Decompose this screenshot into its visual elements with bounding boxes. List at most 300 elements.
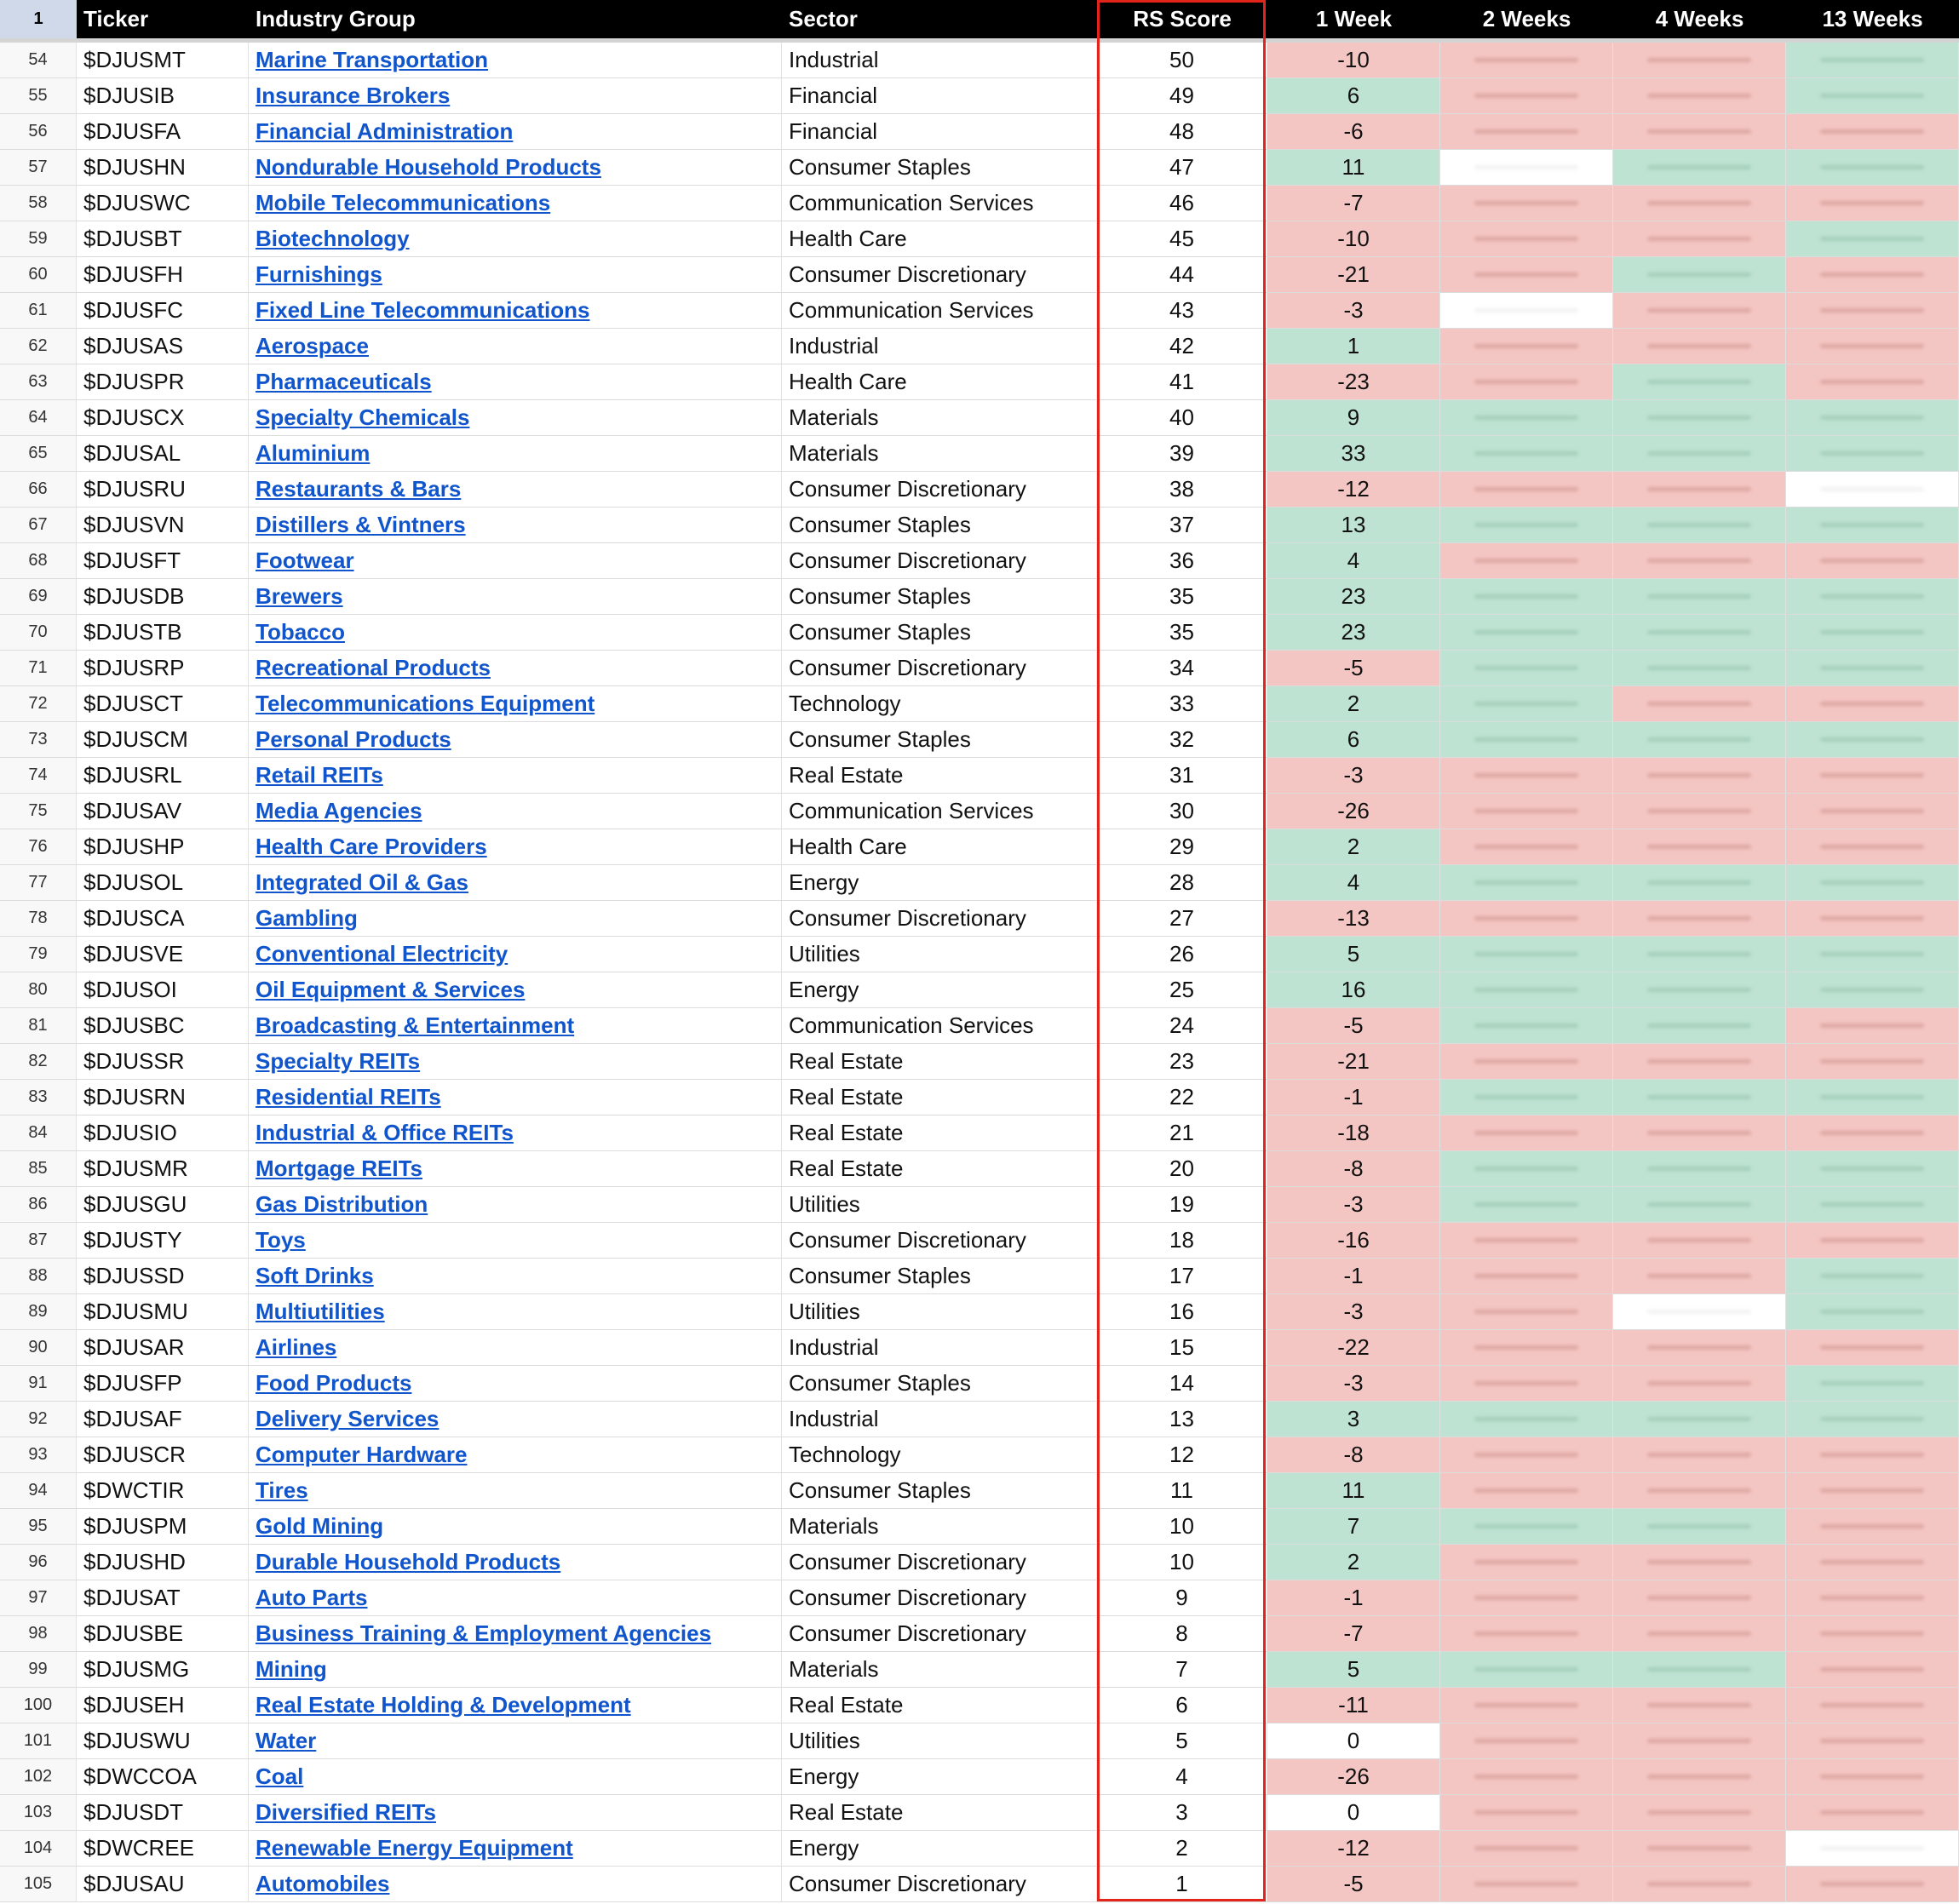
week-13-cell-blurred[interactable] xyxy=(1786,329,1959,364)
week-4-cell-blurred[interactable] xyxy=(1613,972,1786,1007)
ticker-cell[interactable]: $DJUSIO xyxy=(77,1115,249,1150)
industry-group-cell[interactable] xyxy=(249,829,782,864)
sector-cell[interactable]: Materials xyxy=(782,1652,1097,1687)
industry-group-cell[interactable] xyxy=(249,1759,782,1794)
week-1-cell[interactable]: 9 xyxy=(1267,400,1440,435)
ticker-cell[interactable]: $DJUSTB xyxy=(77,615,249,650)
rs-score-cell[interactable]: 12 xyxy=(1097,1437,1267,1472)
week-2-cell-blurred[interactable] xyxy=(1440,794,1613,829)
week-13-cell-blurred[interactable] xyxy=(1786,758,1959,793)
column-header-2-weeks[interactable]: 2 Weeks xyxy=(1482,6,1571,32)
sector-cell[interactable]: Energy xyxy=(782,972,1097,1007)
sector-cell[interactable]: Utilities xyxy=(782,1187,1097,1222)
week-1-cell[interactable]: -21 xyxy=(1267,1044,1440,1079)
week-1-cell[interactable]: 6 xyxy=(1267,78,1440,113)
ticker-cell[interactable]: $DJUSFT xyxy=(77,543,249,578)
sector-cell[interactable]: Real Estate xyxy=(782,1151,1097,1186)
week-1-cell[interactable]: -26 xyxy=(1267,794,1440,829)
sector-cell[interactable]: Real Estate xyxy=(782,1044,1097,1079)
row-number[interactable]: 70 xyxy=(0,615,77,650)
week-2-cell-blurred[interactable] xyxy=(1440,722,1613,757)
industry-group-cell[interactable] xyxy=(249,1545,782,1580)
ticker-cell[interactable]: $DJUSSD xyxy=(77,1259,249,1293)
rs-score-cell[interactable]: 14 xyxy=(1097,1366,1267,1401)
week-1-cell[interactable]: 7 xyxy=(1267,1509,1440,1544)
week-4-cell-blurred[interactable] xyxy=(1613,1402,1786,1437)
week-13-cell-blurred[interactable] xyxy=(1786,1795,1959,1830)
ticker-cell[interactable]: $DJUSRL xyxy=(77,758,249,793)
rs-score-cell[interactable]: 9 xyxy=(1097,1580,1267,1615)
industry-group-cell[interactable] xyxy=(249,150,782,185)
column-header-13-weeks[interactable]: 13 Weeks xyxy=(1822,6,1923,32)
rs-score-cell[interactable]: 1 xyxy=(1097,1867,1267,1901)
industry-group-cell[interactable] xyxy=(249,1151,782,1186)
week-13-cell-blurred[interactable] xyxy=(1786,293,1959,328)
week-13-cell-blurred[interactable] xyxy=(1786,364,1959,399)
ticker-cell[interactable]: $DJUSVE xyxy=(77,937,249,972)
week-13-cell-blurred[interactable] xyxy=(1786,1008,1959,1043)
ticker-cell[interactable]: $DJUSPR xyxy=(77,364,249,399)
week-13-cell-blurred[interactable] xyxy=(1786,1580,1959,1615)
ticker-cell[interactable]: $DJUSAV xyxy=(77,794,249,829)
rs-score-cell[interactable]: 37 xyxy=(1097,508,1267,542)
week-1-cell[interactable]: -1 xyxy=(1267,1580,1440,1615)
industry-group-cell[interactable] xyxy=(249,1580,782,1615)
week-13-cell-blurred[interactable] xyxy=(1786,901,1959,936)
table-row[interactable] xyxy=(0,186,1959,221)
row-number[interactable]: 92 xyxy=(0,1402,77,1437)
week-1-cell[interactable]: -26 xyxy=(1267,1759,1440,1794)
week-2-cell-blurred[interactable] xyxy=(1440,221,1613,256)
row-number[interactable]: 69 xyxy=(0,579,77,614)
industry-group-cell[interactable] xyxy=(249,78,782,113)
sector-cell[interactable]: Consumer Discretionary xyxy=(782,1545,1097,1580)
rs-score-cell[interactable]: 50 xyxy=(1097,43,1267,77)
table-row[interactable] xyxy=(0,1044,1959,1080)
week-4-cell-blurred[interactable] xyxy=(1613,865,1786,900)
week-1-cell[interactable]: -3 xyxy=(1267,1187,1440,1222)
week-4-cell-blurred[interactable] xyxy=(1613,1652,1786,1687)
week-4-cell-blurred[interactable] xyxy=(1613,1831,1786,1866)
industry-group-link[interactable]: Real Estate Holding & Development xyxy=(256,1692,631,1718)
week-2-cell-blurred[interactable] xyxy=(1440,615,1613,650)
week-2-cell-blurred[interactable] xyxy=(1440,1402,1613,1437)
table-row[interactable] xyxy=(0,1187,1959,1223)
table-row[interactable] xyxy=(0,1366,1959,1402)
week-1-cell[interactable]: 2 xyxy=(1267,1545,1440,1580)
industry-group-link[interactable]: Mobile Telecommunications xyxy=(256,190,551,215)
industry-group-cell[interactable] xyxy=(249,1831,782,1866)
industry-group-cell[interactable] xyxy=(249,1867,782,1901)
week-1-cell[interactable]: 0 xyxy=(1267,1723,1440,1758)
table-row[interactable] xyxy=(0,901,1959,937)
ticker-cell[interactable]: $DJUSCX xyxy=(77,400,249,435)
sector-cell[interactable]: Consumer Discretionary xyxy=(782,257,1097,292)
week-4-cell-blurred[interactable] xyxy=(1613,150,1786,185)
industry-group-link[interactable]: Insurance Brokers xyxy=(256,83,451,108)
industry-group-link[interactable]: Recreational Products xyxy=(256,655,491,680)
week-4-cell-blurred[interactable] xyxy=(1613,1580,1786,1615)
ticker-cell[interactable]: $DJUSCA xyxy=(77,901,249,936)
row-number[interactable]: 72 xyxy=(0,686,77,721)
week-1-cell[interactable]: 11 xyxy=(1267,1473,1440,1508)
table-row[interactable] xyxy=(0,508,1959,543)
ticker-cell[interactable]: $DJUSRN xyxy=(77,1080,249,1115)
week-1-cell[interactable]: -3 xyxy=(1267,1366,1440,1401)
row-number[interactable]: 59 xyxy=(0,221,77,256)
table-row[interactable] xyxy=(0,78,1959,114)
industry-group-cell[interactable] xyxy=(249,1616,782,1651)
row-number[interactable]: 62 xyxy=(0,329,77,364)
table-row[interactable] xyxy=(0,1223,1959,1259)
rs-score-cell[interactable]: 25 xyxy=(1097,972,1267,1007)
week-1-cell[interactable]: -1 xyxy=(1267,1259,1440,1293)
week-1-cell[interactable]: 23 xyxy=(1267,615,1440,650)
rs-score-cell[interactable]: 32 xyxy=(1097,722,1267,757)
table-row[interactable] xyxy=(0,1008,1959,1044)
row-number[interactable]: 54 xyxy=(0,43,77,77)
week-13-cell-blurred[interactable] xyxy=(1786,400,1959,435)
week-2-cell-blurred[interactable] xyxy=(1440,1759,1613,1794)
industry-group-link[interactable]: Brewers xyxy=(256,583,343,609)
week-2-cell-blurred[interactable] xyxy=(1440,186,1613,221)
sector-cell[interactable]: Consumer Discretionary xyxy=(782,1867,1097,1901)
rs-score-cell[interactable]: 48 xyxy=(1097,114,1267,149)
week-4-cell-blurred[interactable] xyxy=(1613,1545,1786,1580)
table-row[interactable] xyxy=(0,1580,1959,1616)
industry-group-link[interactable]: Soft Drinks xyxy=(256,1263,374,1288)
industry-group-link[interactable]: Gas Distribution xyxy=(256,1191,428,1217)
week-13-cell-blurred[interactable] xyxy=(1786,794,1959,829)
ticker-cell[interactable]: $DJUSFA xyxy=(77,114,249,149)
week-1-cell[interactable]: -5 xyxy=(1267,1867,1440,1901)
week-2-cell-blurred[interactable] xyxy=(1440,257,1613,292)
week-13-cell-blurred[interactable] xyxy=(1786,615,1959,650)
week-2-cell-blurred[interactable] xyxy=(1440,1259,1613,1293)
ticker-cell[interactable]: $DJUSCT xyxy=(77,686,249,721)
week-4-cell-blurred[interactable] xyxy=(1613,651,1786,685)
row-number[interactable]: 103 xyxy=(0,1795,77,1830)
week-13-cell-blurred[interactable] xyxy=(1786,1688,1959,1723)
industry-group-cell[interactable] xyxy=(249,1330,782,1365)
sector-cell[interactable]: Consumer Discretionary xyxy=(782,1616,1097,1651)
industry-group-link[interactable]: Marine Transportation xyxy=(256,47,489,72)
table-row[interactable] xyxy=(0,937,1959,972)
table-row[interactable] xyxy=(0,472,1959,508)
rs-score-cell[interactable]: 35 xyxy=(1097,615,1267,650)
row-number[interactable]: 104 xyxy=(0,1831,77,1866)
industry-group-link[interactable]: Tires xyxy=(256,1477,308,1503)
week-2-cell-blurred[interactable] xyxy=(1440,43,1613,77)
week-13-cell-blurred[interactable] xyxy=(1786,972,1959,1007)
week-4-cell-blurred[interactable] xyxy=(1613,1259,1786,1293)
column-header-4-weeks[interactable]: 4 Weeks xyxy=(1655,6,1744,32)
table-row[interactable] xyxy=(0,794,1959,829)
table-row[interactable] xyxy=(0,1867,1959,1902)
sector-cell[interactable]: Consumer Discretionary xyxy=(782,901,1097,936)
week-4-cell-blurred[interactable] xyxy=(1613,1223,1786,1258)
rs-score-cell[interactable]: 15 xyxy=(1097,1330,1267,1365)
industry-group-cell[interactable] xyxy=(249,43,782,77)
week-2-cell-blurred[interactable] xyxy=(1440,1080,1613,1115)
industry-group-link[interactable]: Business Training & Employment Agencies xyxy=(256,1620,712,1646)
sector-cell[interactable]: Technology xyxy=(782,686,1097,721)
week-1-cell[interactable]: 4 xyxy=(1267,543,1440,578)
rs-score-cell[interactable]: 42 xyxy=(1097,329,1267,364)
industry-group-cell[interactable] xyxy=(249,758,782,793)
industry-group-cell[interactable] xyxy=(249,508,782,542)
industry-group-link[interactable]: Personal Products xyxy=(256,726,451,752)
table-row[interactable] xyxy=(0,1545,1959,1580)
ticker-cell[interactable]: $DJUSAF xyxy=(77,1402,249,1437)
week-1-cell[interactable]: 6 xyxy=(1267,722,1440,757)
table-row[interactable] xyxy=(0,1437,1959,1473)
week-4-cell-blurred[interactable] xyxy=(1613,1008,1786,1043)
sector-cell[interactable]: Communication Services xyxy=(782,186,1097,221)
industry-group-cell[interactable] xyxy=(249,364,782,399)
week-1-cell[interactable]: -3 xyxy=(1267,758,1440,793)
row-number[interactable]: 89 xyxy=(0,1294,77,1329)
rs-score-cell[interactable]: 10 xyxy=(1097,1509,1267,1544)
industry-group-cell[interactable] xyxy=(249,865,782,900)
week-13-cell-blurred[interactable] xyxy=(1786,651,1959,685)
week-13-cell-blurred[interactable] xyxy=(1786,78,1959,113)
week-4-cell-blurred[interactable] xyxy=(1613,43,1786,77)
week-4-cell-blurred[interactable] xyxy=(1613,1437,1786,1472)
week-4-cell-blurred[interactable] xyxy=(1613,1723,1786,1758)
rs-score-cell[interactable]: 34 xyxy=(1097,651,1267,685)
row-number[interactable]: 60 xyxy=(0,257,77,292)
week-4-cell-blurred[interactable] xyxy=(1613,543,1786,578)
ticker-cell[interactable]: $DJUSVN xyxy=(77,508,249,542)
table-row[interactable] xyxy=(0,722,1959,758)
industry-group-cell[interactable] xyxy=(249,1187,782,1222)
ticker-cell[interactable]: $DJUSOL xyxy=(77,865,249,900)
row-number[interactable]: 95 xyxy=(0,1509,77,1544)
week-4-cell-blurred[interactable] xyxy=(1613,758,1786,793)
industry-group-cell[interactable] xyxy=(249,329,782,364)
week-13-cell-blurred[interactable] xyxy=(1786,43,1959,77)
rs-score-cell[interactable]: 17 xyxy=(1097,1259,1267,1293)
week-4-cell-blurred[interactable] xyxy=(1613,78,1786,113)
sector-cell[interactable]: Communication Services xyxy=(782,293,1097,328)
sector-cell[interactable]: Consumer Discretionary xyxy=(782,1580,1097,1615)
week-4-cell-blurred[interactable] xyxy=(1613,1759,1786,1794)
week-4-cell-blurred[interactable] xyxy=(1613,1330,1786,1365)
ticker-cell[interactable]: $DJUSAS xyxy=(77,329,249,364)
week-2-cell-blurred[interactable] xyxy=(1440,865,1613,900)
industry-group-link[interactable]: Aluminium xyxy=(256,440,371,466)
week-4-cell-blurred[interactable] xyxy=(1613,579,1786,614)
week-2-cell-blurred[interactable] xyxy=(1440,829,1613,864)
table-row[interactable] xyxy=(0,1795,1959,1831)
column-header-1-week[interactable]: 1 Week xyxy=(1315,6,1393,32)
industry-group-link[interactable]: Mortgage REITs xyxy=(256,1156,422,1181)
rs-score-cell[interactable]: 2 xyxy=(1097,1831,1267,1866)
row-number[interactable]: 87 xyxy=(0,1223,77,1258)
table-row[interactable] xyxy=(0,221,1959,257)
week-2-cell-blurred[interactable] xyxy=(1440,1831,1613,1866)
industry-group-link[interactable]: Footwear xyxy=(256,548,354,573)
table-row[interactable] xyxy=(0,758,1959,794)
rs-score-cell[interactable]: 24 xyxy=(1097,1008,1267,1043)
row-number[interactable]: 77 xyxy=(0,865,77,900)
sector-cell[interactable]: Consumer Staples xyxy=(782,150,1097,185)
industry-group-link[interactable]: Multiutilities xyxy=(256,1299,385,1324)
week-4-cell-blurred[interactable] xyxy=(1613,508,1786,542)
sector-cell[interactable]: Industrial xyxy=(782,1402,1097,1437)
week-2-cell-blurred[interactable] xyxy=(1440,1723,1613,1758)
week-4-cell-blurred[interactable] xyxy=(1613,1366,1786,1401)
week-2-cell-blurred[interactable] xyxy=(1440,1688,1613,1723)
row-number[interactable]: 101 xyxy=(0,1723,77,1758)
table-row[interactable] xyxy=(0,829,1959,865)
rs-score-cell[interactable]: 13 xyxy=(1097,1402,1267,1437)
week-13-cell-blurred[interactable] xyxy=(1786,1652,1959,1687)
ticker-cell[interactable]: $DJUSBC xyxy=(77,1008,249,1043)
week-4-cell-blurred[interactable] xyxy=(1613,293,1786,328)
week-4-cell-blurred[interactable] xyxy=(1613,186,1786,221)
week-2-cell-blurred[interactable] xyxy=(1440,1473,1613,1508)
week-1-cell[interactable]: -3 xyxy=(1267,293,1440,328)
week-13-cell-blurred[interactable] xyxy=(1786,1151,1959,1186)
ticker-cell[interactable]: $DJUSMG xyxy=(77,1652,249,1687)
table-row[interactable] xyxy=(0,1723,1959,1759)
table-row[interactable] xyxy=(0,1151,1959,1187)
week-4-cell-blurred[interactable] xyxy=(1613,364,1786,399)
sector-cell[interactable]: Communication Services xyxy=(782,1008,1097,1043)
week-1-cell[interactable]: 5 xyxy=(1267,1652,1440,1687)
industry-group-link[interactable]: Toys xyxy=(256,1227,306,1253)
rs-score-cell[interactable]: 18 xyxy=(1097,1223,1267,1258)
table-row[interactable] xyxy=(0,400,1959,436)
row-number[interactable]: 82 xyxy=(0,1044,77,1079)
week-13-cell-blurred[interactable] xyxy=(1786,1223,1959,1258)
week-4-cell-blurred[interactable] xyxy=(1613,1795,1786,1830)
ticker-cell[interactable]: $DJUSPM xyxy=(77,1509,249,1544)
week-4-cell-blurred[interactable] xyxy=(1613,722,1786,757)
week-13-cell-blurred[interactable] xyxy=(1786,1080,1959,1115)
week-4-cell-blurred[interactable] xyxy=(1613,794,1786,829)
week-1-cell[interactable]: 0 xyxy=(1267,1795,1440,1830)
rs-score-cell[interactable]: 10 xyxy=(1097,1545,1267,1580)
week-4-cell-blurred[interactable] xyxy=(1613,400,1786,435)
week-13-cell-blurred[interactable] xyxy=(1786,937,1959,972)
industry-group-link[interactable]: Integrated Oil & Gas xyxy=(256,869,468,895)
week-13-cell-blurred[interactable] xyxy=(1786,865,1959,900)
rs-score-cell[interactable]: 35 xyxy=(1097,579,1267,614)
row-number[interactable]: 93 xyxy=(0,1437,77,1472)
week-13-cell-blurred[interactable] xyxy=(1786,1831,1959,1866)
sector-cell[interactable]: Materials xyxy=(782,1509,1097,1544)
industry-group-link[interactable]: Nondurable Household Products xyxy=(256,154,601,180)
table-row[interactable] xyxy=(0,1402,1959,1437)
industry-group-cell[interactable] xyxy=(249,972,782,1007)
industry-group-cell[interactable] xyxy=(249,1223,782,1258)
industry-group-link[interactable]: Specialty REITs xyxy=(256,1048,421,1074)
week-1-cell[interactable]: 2 xyxy=(1267,829,1440,864)
sector-cell[interactable]: Real Estate xyxy=(782,1080,1097,1115)
week-13-cell-blurred[interactable] xyxy=(1786,829,1959,864)
week-4-cell-blurred[interactable] xyxy=(1613,1151,1786,1186)
sector-cell[interactable]: Industrial xyxy=(782,1330,1097,1365)
week-2-cell-blurred[interactable] xyxy=(1440,114,1613,149)
week-2-cell-blurred[interactable] xyxy=(1440,686,1613,721)
rs-score-cell[interactable]: 19 xyxy=(1097,1187,1267,1222)
industry-group-link[interactable]: Telecommunications Equipment xyxy=(256,691,595,716)
week-1-cell[interactable]: -7 xyxy=(1267,186,1440,221)
sector-cell[interactable]: Real Estate xyxy=(782,1795,1097,1830)
week-1-cell[interactable]: 4 xyxy=(1267,865,1440,900)
column-header-rs-score[interactable]: RS Score xyxy=(1133,6,1232,32)
ticker-cell[interactable]: $DJUSSR xyxy=(77,1044,249,1079)
industry-group-cell[interactable] xyxy=(249,1437,782,1472)
industry-group-link[interactable]: Health Care Providers xyxy=(256,834,487,859)
table-row[interactable] xyxy=(0,579,1959,615)
rs-score-cell[interactable]: 22 xyxy=(1097,1080,1267,1115)
week-2-cell-blurred[interactable] xyxy=(1440,937,1613,972)
week-13-cell-blurred[interactable] xyxy=(1786,436,1959,471)
week-1-cell[interactable]: -11 xyxy=(1267,1688,1440,1723)
sector-cell[interactable]: Consumer Staples xyxy=(782,508,1097,542)
week-4-cell-blurred[interactable] xyxy=(1613,829,1786,864)
industry-group-link[interactable]: Specialty Chemicals xyxy=(256,404,470,430)
rs-score-cell[interactable]: 45 xyxy=(1097,221,1267,256)
week-1-cell[interactable]: -12 xyxy=(1267,1831,1440,1866)
week-13-cell-blurred[interactable] xyxy=(1786,1330,1959,1365)
week-13-cell-blurred[interactable] xyxy=(1786,1402,1959,1437)
row-number[interactable]: 67 xyxy=(0,508,77,542)
week-4-cell-blurred[interactable] xyxy=(1613,1294,1786,1329)
week-13-cell-blurred[interactable] xyxy=(1786,508,1959,542)
week-1-cell[interactable]: 1 xyxy=(1267,329,1440,364)
sector-cell[interactable]: Materials xyxy=(782,436,1097,471)
rs-score-cell[interactable]: 27 xyxy=(1097,901,1267,936)
rs-score-cell[interactable]: 31 xyxy=(1097,758,1267,793)
industry-group-link[interactable]: Oil Equipment & Services xyxy=(256,977,526,1002)
week-2-cell-blurred[interactable] xyxy=(1440,1795,1613,1830)
rs-score-cell[interactable]: 43 xyxy=(1097,293,1267,328)
week-1-cell[interactable]: -5 xyxy=(1267,1008,1440,1043)
ticker-cell[interactable]: $DJUSEH xyxy=(77,1688,249,1723)
week-4-cell-blurred[interactable] xyxy=(1613,615,1786,650)
industry-group-link[interactable]: Tobacco xyxy=(256,619,345,645)
sector-cell[interactable]: Industrial xyxy=(782,329,1097,364)
row-number[interactable]: 91 xyxy=(0,1366,77,1401)
week-13-cell-blurred[interactable] xyxy=(1786,1294,1959,1329)
industry-group-cell[interactable] xyxy=(249,722,782,757)
ticker-cell[interactable]: $DJUSIB xyxy=(77,78,249,113)
week-13-cell-blurred[interactable] xyxy=(1786,1259,1959,1293)
week-2-cell-blurred[interactable] xyxy=(1440,1187,1613,1222)
row-number[interactable]: 64 xyxy=(0,400,77,435)
week-1-cell[interactable]: 3 xyxy=(1267,1402,1440,1437)
industry-group-cell[interactable] xyxy=(249,901,782,936)
industry-group-link[interactable]: Conventional Electricity xyxy=(256,941,508,966)
week-2-cell-blurred[interactable] xyxy=(1440,329,1613,364)
rs-score-cell[interactable]: 16 xyxy=(1097,1294,1267,1329)
row-number[interactable]: 90 xyxy=(0,1330,77,1365)
week-2-cell-blurred[interactable] xyxy=(1440,1616,1613,1651)
column-header-industry-group[interactable]: Industry Group xyxy=(256,6,416,32)
row-number[interactable]: 73 xyxy=(0,722,77,757)
industry-group-link[interactable]: Water xyxy=(256,1728,317,1753)
sector-cell[interactable]: Real Estate xyxy=(782,1115,1097,1150)
industry-group-cell[interactable] xyxy=(249,1008,782,1043)
sector-cell[interactable]: Consumer Discretionary xyxy=(782,651,1097,685)
table-row[interactable] xyxy=(0,543,1959,579)
week-1-cell[interactable]: -5 xyxy=(1267,651,1440,685)
